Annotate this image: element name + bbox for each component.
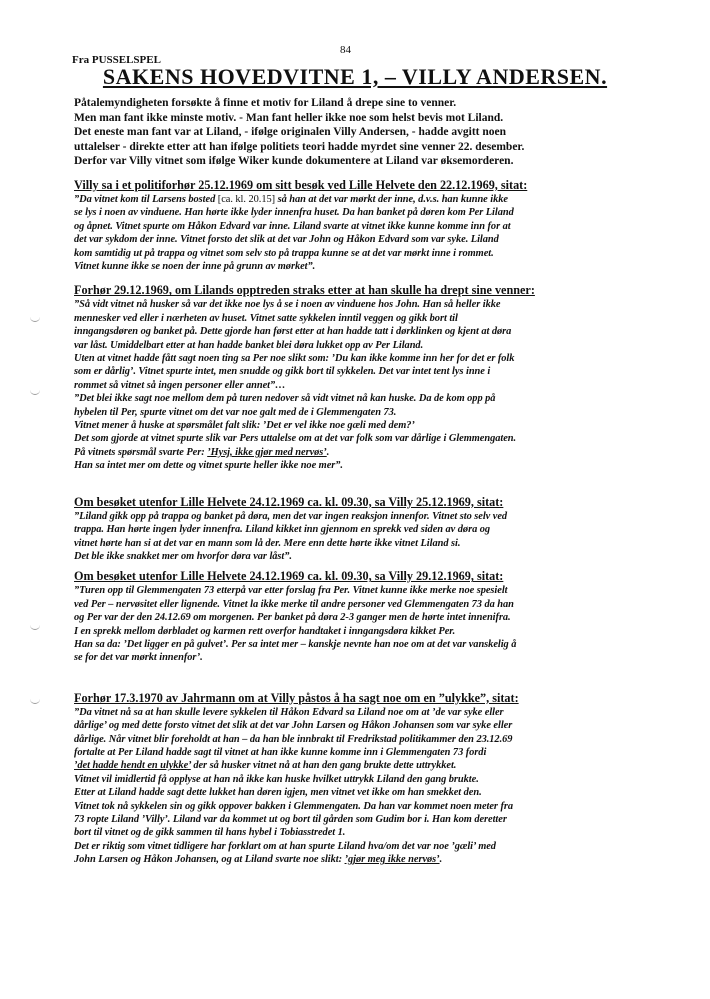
quote-line: som er dårlig’. Vitnet spurte intet, men snudde og gikk bort til sykkelen. Det var intet tent lys inne i: [74, 366, 491, 378]
quote-line: Det ble ikke snakket mer om hvorfor døra var låst”.: [74, 550, 292, 562]
margin-mark: [30, 620, 40, 630]
section-heading: Om besøket utenfor Lille Helvete 24.12.1969 ca. kl. 09.30, sa Villy 25.12.1969, sitat:: [74, 494, 504, 509]
quote-line: Det er riktig som vitnet tidligere har forklart om at han spurte Liland hva/om det var noe ’gæli’ med: [74, 840, 496, 852]
quote-line: ”Så vidt vitnet nå husker så var det ikke noe lys å se i noen av vinduene hos John. Han så heller ikke: [74, 299, 501, 311]
quote-line: ’det hadde hendt en ulykke’ der så husker vitnet nå at han den gang brukte dette uttrykket.: [74, 760, 457, 772]
quote-line: dårlige. Når vitnet blir foreholdt at han – da han ble innbrakt til Fredrikstad politikammer den 23.12.69: [74, 733, 513, 745]
quote-line: ”Turen opp til Glemmengaten 73 etterpå var etter forslag fra Per. Vitnet kunne ikke merke noe spesielt: [74, 585, 508, 597]
quote-line: I en sprekk mellom dørbladet og karmen rett overfor handtaket i inngangsdøra kikket Per.: [74, 625, 456, 637]
section-police-interview-25-12: [74, 178, 644, 273]
quote-line: ”Da vitnet kom til Larsens bosted [ca. kl. 20.15] så han at det var mørkt der inne, d.v.s. han kunne ikke: [74, 193, 508, 205]
quote-line: ”Liland gikk opp på trappa og banket på døra, men det var ingen reaksjon innenfor. Vitnet sto selv ved: [74, 510, 508, 522]
quote-line: Han sa intet mer om dette og vitnet spurte heller ikke noe mer”.: [74, 460, 343, 472]
document-body: [74, 96, 644, 867]
quote-line: og Per var der den 24.12.69 om morgenen. Per banket på døra 2-3 ganger men de hørte intet innenifra.: [74, 612, 511, 624]
quote-line: Det som gjorde at vitnet spurte slik var Pers uttalelse om at det var folk som var dårlige i Glemmengaten.: [74, 433, 517, 445]
quote-line: ”Da vitnet nå sa at han skulle levere sykkelen til Håkon Edvard sa Liland noe om at ’de var syke eller: [74, 706, 504, 718]
quote-line: se lys i noen av vinduene. Han hørte ikke lyder innenfra huset. Da han banket på døren kom Per Liland: [74, 207, 514, 219]
quote-line: dårlige’ og med dette forsto vitnet det slik at det var John Larsen og Håkon Johansen som var syke eller: [74, 720, 513, 732]
quote-line: rommet så vitnet så ingen personer eller annet”…: [74, 379, 286, 391]
section-heading: Forhør 17.3.1970 av Jahrmann om at Villy påstos å ha sagt noe om en ”ulykke”, sitat:: [74, 690, 519, 705]
quote-line: mennesker ved eller i nærheten av huset. Vitnet satte sykkelen inntil veggen og gikk bort til: [74, 312, 458, 324]
quote-line: trappa. Han hørte ingen lyder innenfra. Liland kikket inn gjennom en sprekk ved siden av døra og: [74, 524, 491, 536]
quote-line: Vitnet kunne ikke se noen der inne på grunn av mørket”.: [74, 261, 316, 272]
margin-mark: [30, 385, 40, 395]
section-heading: Forhør 29.12.1969, om Lilands opptreden straks etter at han skulle ha drept sine venner:: [74, 283, 535, 298]
section-heading: Om besøket utenfor Lille Helvete 24.12.1969 ca. kl. 09.30, sa Villy 29.12.1969, sitat:: [74, 569, 504, 584]
section-interview-17-3-1970: [74, 691, 644, 867]
margin-mark: [30, 312, 40, 322]
source-label: Fra PUSSELSPEL: [72, 54, 161, 66]
page-title: SAKENS HOVEDVITNE 1, – VILLY ANDERSEN.: [102, 64, 608, 89]
quote-line: Vitnet tok nå sykkelen sin og gikk oppover bakken i Glemmengaten. Da han var kommet noen meter fra: [74, 800, 514, 812]
intro-line: Påtalemyndigheten forsøkte å finne et motiv for Liland å drepe sine to venner.: [74, 97, 457, 109]
section-heading: Villy sa i et politiforhør 25.12.1969 om sitt besøk ved Lille Helvete den 22.12.1969, sitat:: [74, 177, 528, 192]
quote-line: fortalte at Per Liland hadde sagt til vitnet at han ikke kunne komme inn i Glemmengaten 73 fordi: [74, 746, 487, 758]
quote-line: det var sykdom der inne. Vitnet forsto det slik at det var John og Håkon Edvard som var syke. Liland: [74, 234, 499, 246]
quote-line: se for det var mørkt innenfor’.: [74, 652, 203, 664]
quote-line: hybelen til Per, spurte vitnet om det var noe galt med de i Glemmengaten 73.: [74, 406, 397, 418]
bracket-note: [ca. kl. 20.15]: [217, 193, 276, 205]
underlined-quote: ’gjør meg ikke nervøs’: [344, 854, 440, 866]
quote-line: var låst. Umiddelbart etter at han hadde banket blei døra lukket opp av Per Liland.: [74, 339, 424, 351]
intro-line: uttalelser - direkte etter att han ifølge politiets teori hadde myrdet sine venner 22. desember.: [74, 140, 525, 153]
intro-paragraph: [74, 96, 644, 169]
quote-line: Uten at vitnet hadde fått sagt noen ting sa Per noe slikt som: ’Du kan ikke komme inn her for det er folk: [74, 353, 515, 365]
quote-line: bort til vitnet og de gikk sammen til hans hybel i Tobiasstredet 1.: [74, 827, 346, 839]
quote-line: Vitnet vil imidlertid få opplyse at han nå ikke kan huske hvilket uttrykk Liland den gang brukte.: [74, 773, 479, 785]
quote-line: John Larsen og Håkon Johansen, og at Liland svarte noe slikt: ’gjør meg ikke nervøs’.: [74, 854, 443, 866]
intro-line: Men man fant ikke minste motiv. - Man fant heller ikke noe som helst bevis mot Liland.: [74, 111, 504, 124]
quote-line: Etter at Liland hadde sagt dette lukket han døren igjen, men vitnet vet ikke om han smekket den.: [74, 787, 482, 799]
quote-line: ”Det blei ikke sagt noe mellom dem på turen nedover så vidt vitnet nå kan huske. Da de kom opp på: [74, 393, 496, 405]
section-visit-25-12: [74, 495, 644, 564]
quote-line: vitnet hørte han si at det var en mann som lå der. Mere enn dette hørte ikke vitnet Liland si.: [74, 537, 461, 549]
quote-line: Vitnet mener å huske at spørsmålet falt slik: ’Det er vel ikke noe gæli med dem?’: [74, 420, 415, 432]
intro-line: Det eneste man fant var at Liland, - ifølge originalen Villy Andersen, - hadde avgitt noen: [74, 126, 506, 139]
quote-line: På vitnets spørsmål svarte Per: ’Hysj, ikke gjør med nervøs’.: [74, 446, 330, 458]
intro-line: Derfor var Villy vitnet som ifølge Wiker kunde dokumentere at Liland var øksemorderen.: [74, 155, 514, 168]
page-number: 84: [340, 44, 351, 56]
quote-line: ved Per – nervøsitet eller lignende. Vitnet la ikke merke til andre personer ved Glemmengaten 73 da han: [74, 598, 514, 610]
quote-line: inngangsdøren og banket på. Dette gjorde han først etter at han hadde tatt i dørklinken og kjent at døra: [74, 326, 512, 338]
section-visit-29-12: [74, 569, 644, 664]
underlined-quote: ’det hadde hendt en ulykke’: [74, 760, 191, 772]
underlined-quote: ’Hysj, ikke gjør med nervøs’: [207, 446, 327, 458]
quote-line: kom samtidig ut på trappa og vitnet som selv sto på trappa kunne se at det var mørkt inne i rommet.: [74, 247, 494, 259]
quote-line: Han sa da: ’Det ligger en på gulvet’. Per sa intet mer – kanskje nevnte han noe om at det var vanskelig å: [74, 638, 517, 650]
margin-mark: [30, 694, 40, 704]
quote-line: 73 ropte Liland ’Villy’. Liland var da kommet ut og bort til gården som Gudim bor i. Han kom deretter: [74, 814, 507, 825]
quote-line: og åpnet. Vitnet spurte om Håkon Edvard var inne. Liland svarte at vitnet ikke kunne komme inn for at: [74, 220, 511, 232]
section-interview-29-12: [74, 283, 644, 472]
